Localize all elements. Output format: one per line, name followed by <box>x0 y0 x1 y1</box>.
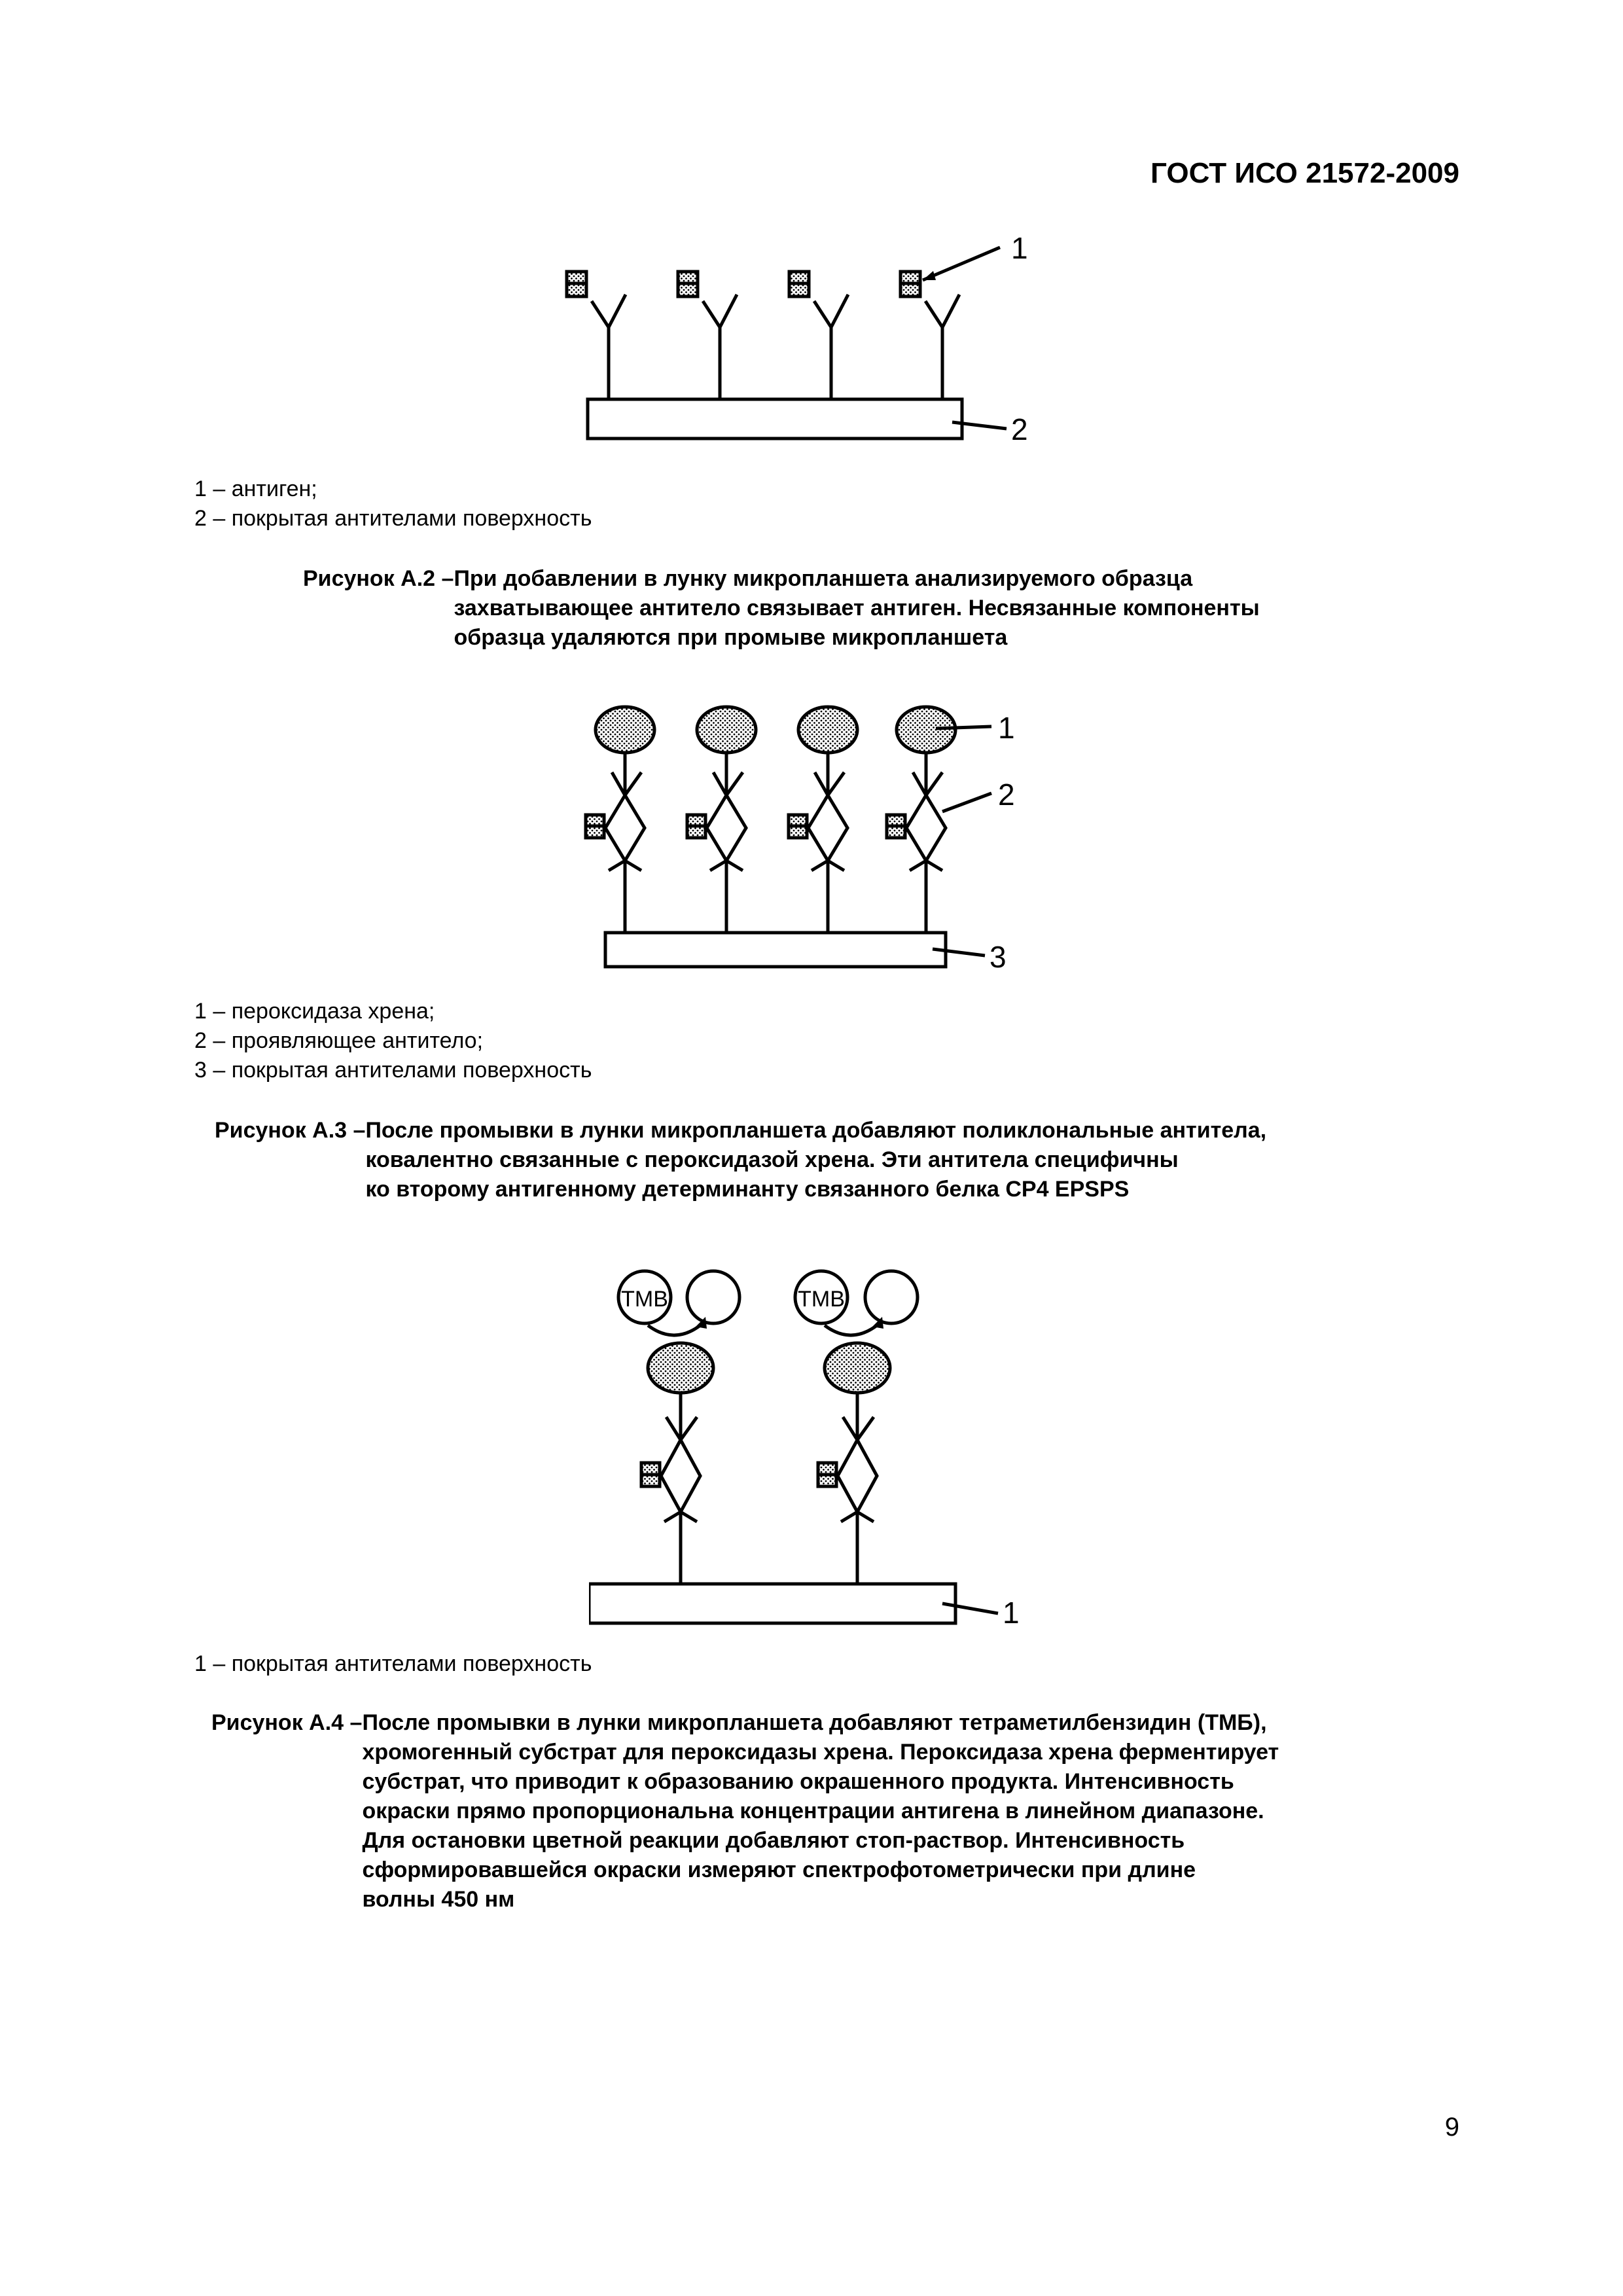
caption-prefix: Рисунок А.2 – <box>303 566 454 591</box>
capture-antibody <box>789 272 848 399</box>
antibody-coated-surface <box>589 1584 955 1623</box>
figure-a2-caption <box>303 564 1260 653</box>
leader-line-2 <box>952 422 1007 429</box>
figure-a4-caption <box>211 1708 1279 1914</box>
caption-line: ко второму антигенному детерминанту связанного белка СР4 EPSPS <box>365 1177 1130 1202</box>
figure-a3-caption <box>215 1116 1266 1204</box>
figure-a4-legend <box>194 1649 592 1679</box>
callout-2: 2 <box>998 778 1015 812</box>
capture-antibody <box>567 272 626 399</box>
caption-line: Для остановки цветной реакции добавляют стоп-раствор. Интенсивность <box>362 1828 1185 1853</box>
caption-line: хромогенный субстрат для пероксидазы хрена. Пероксидаза хрена ферментирует <box>362 1740 1279 1765</box>
page-number: 9 <box>1444 2113 1459 2142</box>
legend-item: 1 – антиген; <box>194 476 317 501</box>
caption-prefix: Рисунок А.3 – <box>215 1118 366 1143</box>
caption-line: ковалентно связанные с пероксидазой хрена. Эти антитела специфичны <box>365 1147 1179 1172</box>
detection-complex <box>687 707 756 933</box>
callout-1: 1 <box>998 711 1015 745</box>
leader-line-2 <box>942 793 991 812</box>
document-id: ГОСТ ИСО 21572-2009 <box>1150 157 1459 189</box>
callout-1: 1 <box>1011 236 1028 265</box>
caption-line: волны 450 нм <box>362 1887 515 1912</box>
capture-antibody <box>678 272 737 399</box>
callout-1: 1 <box>1003 1596 1020 1630</box>
caption-prefix: Рисунок А.4 – <box>211 1710 363 1735</box>
tmb-complex <box>795 1271 918 1584</box>
detection-complex <box>887 707 955 933</box>
legend-item: 3 – покрытая антителами поверхность <box>194 1058 592 1083</box>
legend-item: 1 – покрытая антителами поверхность <box>194 1651 592 1676</box>
capture-antibody <box>901 272 959 399</box>
legend-item: 2 – проявляющее антитело; <box>194 1028 484 1053</box>
caption-line: После промывки в лунки микропланшета добавляют поликлональные антитела, <box>365 1118 1267 1143</box>
antibody-coated-surface <box>605 933 946 967</box>
figure-a3-legend <box>194 997 592 1085</box>
caption-line: захватывающее антитело связывает антиген. Несвязанные компоненты <box>454 596 1260 620</box>
antibody-coated-surface <box>588 399 962 439</box>
callout-2: 2 <box>1011 412 1028 446</box>
detection-complex <box>789 707 857 933</box>
figure-a2-diagram <box>556 236 1080 452</box>
leader-line-3 <box>933 949 985 956</box>
detection-complex <box>586 707 654 933</box>
figure-a2-legend <box>194 475 592 533</box>
leader-line-1 <box>936 726 991 728</box>
caption-line: окраски прямо пропорциональна концентрации антигена в линейном диапазоне. <box>362 1799 1264 1823</box>
tmb-label: TMB <box>621 1287 668 1312</box>
legend-item: 1 – пероксидаза хрена; <box>194 999 435 1024</box>
caption-line: субстрат, что приводит к образованию окрашенного продукта. Интенсивность <box>362 1769 1234 1794</box>
caption-line: После промывки в лунки микропланшета добавляют тетраметилбензидин (ТМБ), <box>362 1710 1267 1735</box>
caption-line: При добавлении в лунку микропланшета анализируемого образца <box>454 566 1193 591</box>
callout-3: 3 <box>990 940 1007 974</box>
caption-line: сформировавшейся окраски измеряют спектрофотометрически при длине <box>362 1857 1196 1882</box>
figure-a3-diagram <box>576 687 1099 982</box>
tmb-complex <box>618 1271 740 1584</box>
leader-line-1 <box>942 1604 998 1613</box>
tmb-label: TMB <box>798 1287 845 1312</box>
caption-line: образца удаляются при промыве микропланшета <box>454 625 1008 650</box>
legend-item: 2 – покрытая антителами поверхность <box>194 506 592 531</box>
figure-a4-diagram <box>589 1230 1073 1636</box>
